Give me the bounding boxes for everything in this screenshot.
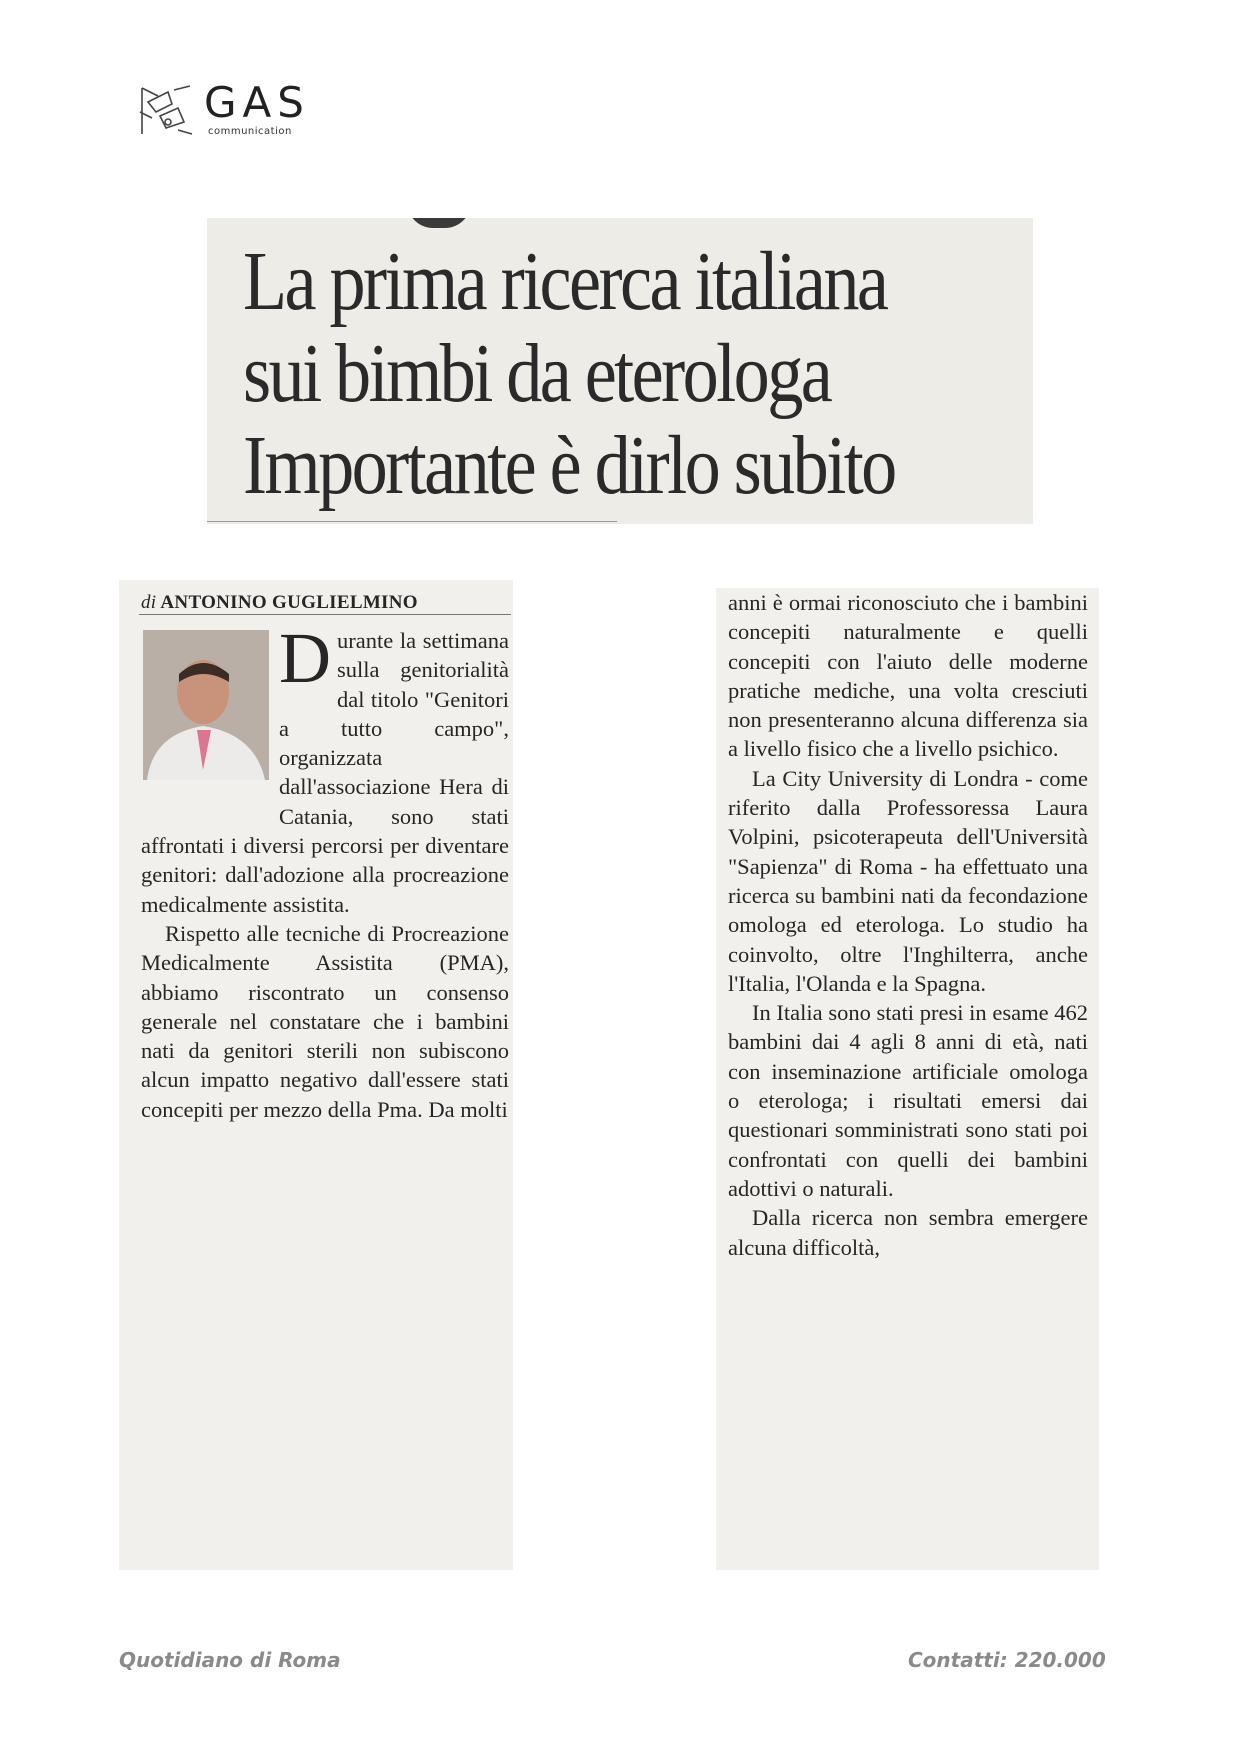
article-headline: La prima ricerca italiana sui bimbi da eterologa Importante è dirlo subito: [243, 235, 895, 512]
left-column-clipping: [119, 580, 513, 1570]
right-column-clipping: [716, 588, 1099, 1570]
headline-rule: [207, 521, 617, 522]
right-paragraph-2: La City University di Londra - come riferito dalla Professoressa Laura Volpini, psicoterapeuta dell'Università "Sapienza" di Roma - ha effettuato una ricerca su bambini nati da fecondazione omologa ed eterologa. Lo studio ha coinvolto, oltre l'Inghilterra, anche l'Italia, l'Olanda e la Spagna.: [728, 765, 1088, 996]
footer-source: Quotidiano di Roma: [119, 1648, 341, 1672]
byline-prefix: di: [141, 592, 157, 613]
footer-contacts: Contatti: 220.000: [908, 1648, 1106, 1672]
logo-wordmark: GAS: [204, 78, 310, 127]
left-story-text: [141, 618, 509, 1124]
gas-logo-icon: [138, 82, 196, 138]
right-paragraph-3: In Italia sono stati presi in esame 462 bambini dai 4 agli 8 anni di età, nati con inseminazione artificiale omologa o eterologa; i risultati emersi dai questionari somministrati sono stati poi confrontati con quelli dei bambini adottivi o naturali.: [728, 1000, 1088, 1201]
left-paragraph-2: Rispetto alle tecniche di Procreazione Medicalmente Assistita (PMA), abbiamo riscontrato un consenso generale nel constatare che i bambini nati da genitori sterili non subiscono alcun impatto negativo dall'essere stati concepiti per mezzo della Pma. Da molti: [141, 920, 509, 1122]
dropcap: D: [279, 618, 331, 698]
left-paragraph-1-text: urante la settimana sulla genitorialità dal titolo "Genitori a tutto campo", organizzata dall'associazione Hera di Catania, sono stati affrontati i diversi percorsi per diventare genitori: dall'adozione alla procreazione medicalmente assistita.: [141, 628, 509, 917]
logo-subtitle: communication: [208, 126, 292, 137]
right-paragraph-4: Dalla ricerca non sembra emergere alcuna difficoltà,: [728, 1205, 1088, 1260]
right-paragraph-1: anni è ormai riconosciuto che i bambini concepiti naturalmente e quelli concepiti con l'aiuto delle moderne pratiche mediche, una volta cresciuti non presenteranno alcuna differenza sia a livello fisico che a livello psichico.: [728, 590, 1088, 762]
byline-author: ANTONINO GUGLIELMINO: [160, 592, 418, 613]
gas-logo: [138, 80, 318, 144]
headline-clipping: [207, 218, 1033, 524]
right-story-text: [728, 588, 1088, 1262]
left-paragraph-1: [141, 618, 509, 919]
decorative-arc: [407, 218, 471, 228]
byline: [141, 588, 511, 617]
byline-rule: [139, 614, 511, 615]
